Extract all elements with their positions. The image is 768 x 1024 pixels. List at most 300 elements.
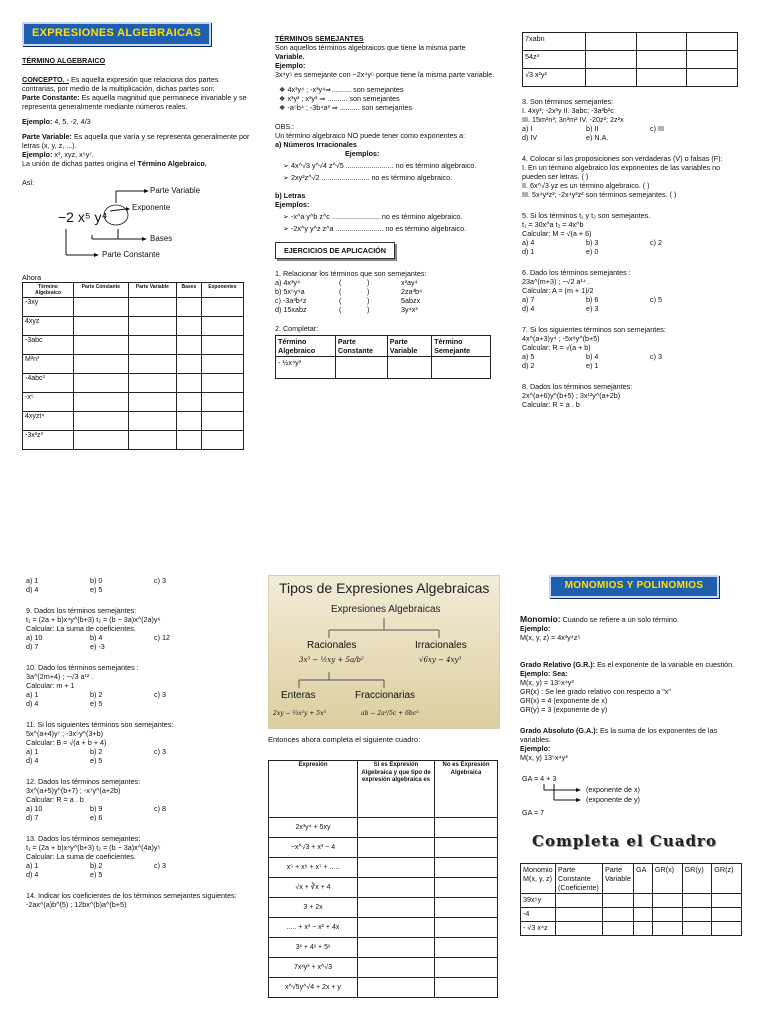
list-item	[275, 161, 497, 170]
table-row	[523, 33, 738, 51]
table-cell	[556, 907, 603, 921]
question-text: 9. Dados los términos semejantes:	[26, 606, 137, 615]
table-row	[521, 893, 742, 907]
table-header: Parte Constante	[74, 282, 129, 298]
label-bases: Bases	[150, 233, 173, 243]
instruction-text: Entonces ahora completa el siguiente cuadro:	[268, 735, 421, 744]
question-text: 12. Dados los términos semejantes:	[26, 777, 141, 786]
table-cell: -3abc	[23, 336, 74, 355]
question-text: 8. Dados los términos semejantes:	[522, 382, 633, 391]
table-cell	[201, 393, 243, 412]
example-2	[22, 150, 250, 159]
col-bottom-right	[520, 575, 748, 936]
table-cell	[603, 893, 634, 907]
letras-list	[275, 212, 497, 233]
table-cell	[335, 357, 387, 379]
table-row	[521, 907, 742, 921]
answer-option: e) 5	[90, 870, 103, 879]
answer-option: d) 4	[522, 304, 535, 313]
table-row	[23, 298, 244, 317]
spacer	[522, 256, 744, 268]
table-cell	[435, 938, 498, 958]
gr-lines	[520, 678, 748, 714]
list-item-text: -x^a y^b z^c ........................ no es término algebraico.	[291, 212, 463, 221]
question-line: t₁ = 30x^a t₂ = 4x^b	[522, 220, 584, 229]
table-cell	[603, 921, 634, 935]
table-header: Término Semejante	[432, 336, 491, 357]
answer-option	[154, 699, 218, 708]
question-line: t₁ = (2a + b)x⁴y^(b+3) t₂ = (b − 3a)x^(4a)y⁵	[26, 843, 161, 852]
answer-option: c) 5	[650, 295, 662, 304]
spacer	[26, 594, 248, 606]
table-cell	[358, 958, 435, 978]
gr-line: GR(x) = 4 (exponente de x)	[520, 696, 608, 706]
answer-option: e) N.A.	[586, 133, 609, 142]
answer-option: c) 3	[650, 352, 662, 361]
table-row	[23, 431, 244, 450]
gr-text: Es el exponente de la variable en cuestión.	[597, 660, 735, 670]
table-cell	[74, 355, 129, 374]
answer-option	[650, 361, 714, 370]
answer-options	[522, 295, 744, 313]
table-cell	[603, 907, 634, 921]
answer-option: e) 1	[586, 361, 599, 370]
example-label: Ejemplo:	[520, 624, 551, 634]
match-row	[275, 305, 497, 314]
term-diagram	[22, 185, 250, 269]
answer-option: d) 7	[26, 813, 39, 822]
ga-def	[520, 726, 748, 744]
table-cell	[176, 374, 201, 393]
arrow-bullet-icon: ➢	[283, 161, 292, 170]
table-row	[23, 355, 244, 374]
gr-label: Grado Relativo (G.R.):	[520, 660, 596, 670]
table-cell	[687, 69, 738, 87]
table-cell	[358, 978, 435, 998]
poster-subtitle: Expresiones Algebraicas	[331, 604, 441, 615]
table-cell	[634, 907, 653, 921]
list-item-text: -a⁵b⁴ ; -3b⁴a³ ⇒ .......... son semejantes	[287, 103, 413, 112]
match-cell: 3y⁴x³	[401, 305, 418, 314]
table-cell: 4xyzt⁴	[23, 412, 74, 431]
expresion-table	[268, 760, 498, 998]
table-cell	[74, 374, 129, 393]
col-bottom-middle	[268, 575, 500, 998]
ejercicios-box	[275, 242, 395, 259]
table-cell: -4	[521, 907, 556, 921]
table-cell	[74, 336, 129, 355]
parte-constante-paragraph	[22, 93, 250, 111]
answer-option: b) 6	[586, 295, 599, 304]
question-line: 5x^(a+4)y⁷ ; -3x⁵y^(3+b)	[26, 729, 104, 738]
table-cell	[387, 357, 431, 379]
termino-table	[22, 282, 244, 451]
table-header: Parte Variable	[387, 336, 431, 357]
answer-option: e) 5	[90, 585, 103, 594]
question-text: 14. Indicar los coeficientes de los términos semejantes siguientes:	[26, 891, 237, 900]
table-cell: M²n³	[23, 355, 74, 374]
pc-label: Parte Constante:	[22, 92, 80, 102]
irracionales-example: √6xy − 4xy³	[419, 656, 462, 664]
question-line: 3x^(a+5)y^(b+7) ; -x⁷y^(a+2b)	[26, 786, 121, 795]
list-item	[275, 94, 497, 103]
table-row	[23, 412, 244, 431]
table-cell: x^√5y^√4 + 2x + y	[269, 978, 358, 998]
match-cell: )	[367, 278, 370, 287]
table-cell	[74, 393, 129, 412]
racionales-example: 3x³ − ½xy + 5a/b²	[299, 656, 364, 664]
questions-3-8	[522, 97, 744, 419]
table-row	[269, 858, 498, 878]
fraccionarias-label: Fraccionarias	[355, 690, 416, 701]
answer-option: e) 0	[586, 247, 599, 256]
table-cell	[435, 898, 498, 918]
answer-option: a) 10	[26, 633, 43, 642]
table-header: Término Algebraico	[23, 282, 74, 298]
table-row	[269, 938, 498, 958]
spacer	[522, 409, 744, 419]
table-header: GA	[634, 863, 653, 893]
table-header-row	[276, 336, 491, 357]
example-label: Ejemplo:	[22, 116, 53, 126]
table-cell	[636, 33, 687, 51]
question-line: Calcular: La suma de coeficientes.	[26, 852, 136, 861]
table-cell	[176, 412, 201, 431]
table-cell	[201, 355, 243, 374]
answer-option	[154, 813, 218, 822]
answer-options	[522, 124, 744, 142]
enteras-example: 2xy − ⅔x²y + 5x³	[273, 710, 326, 717]
table-cell	[636, 51, 687, 69]
table-cell	[176, 317, 201, 336]
table-cell	[176, 298, 201, 317]
answer-options	[522, 352, 744, 370]
match-cell: )	[367, 287, 370, 296]
spacer	[26, 708, 248, 720]
arrow-bullet-icon: ➢	[283, 224, 292, 233]
question-line: Calcular: La suma de coeficientes.	[26, 624, 136, 633]
question-line: t₁ = (2a + b)x⁴y^(b+3) t₂ = (b − 3a)x^(2a)y⁶	[26, 615, 161, 624]
table-cell	[201, 374, 243, 393]
table-cell	[432, 357, 491, 379]
table-cell: 7xˣy³ + x^√3	[269, 958, 358, 978]
answer-option: c) 12	[154, 633, 170, 642]
example-1	[22, 117, 250, 126]
table-cell: −x^√3 + x³ − 4	[269, 838, 358, 858]
exponent-x-label: (exponente de x)	[586, 785, 640, 795]
answer-options	[26, 861, 248, 879]
table-cell	[652, 921, 682, 935]
list-item-text: -2x^y y^z z^a ........................ no es término algebraico.	[291, 224, 467, 233]
table-header: Bases	[176, 282, 201, 298]
question-text: 3. Son términos semejantes:	[522, 97, 614, 106]
question-line: 23a^(m+3) ; −√2 a¹⁴ .	[522, 277, 590, 286]
answer-option: b) 2	[90, 690, 103, 699]
example-label: Ejemplo: Sea:	[520, 669, 568, 679]
table-header: GR(y)	[682, 863, 712, 893]
list-item	[275, 103, 497, 112]
label-exponente: Exponente	[132, 202, 171, 212]
question-line: -2ax^(a)b^(5) ; 12bx^(b)a^(b+5)	[26, 900, 127, 909]
answer-option: a) 1	[26, 861, 39, 870]
union-paragraph	[22, 159, 250, 168]
match-row	[275, 278, 497, 287]
table-cell: - √3 x⁴z	[521, 921, 556, 935]
answer-option: a) 4	[522, 238, 535, 247]
answer-option: b) II	[586, 124, 599, 133]
concepto-label: CONCEPTO. -	[22, 74, 69, 84]
answer-option: e) 3	[586, 304, 599, 313]
completa-cuadro-title: Completa el Cuadro	[532, 832, 717, 851]
col-top-middle	[275, 34, 497, 379]
answer-option: b) 3	[586, 238, 599, 247]
match-cell: c) -3a³b⁴z	[275, 296, 307, 305]
list-item	[275, 173, 497, 182]
letras-label: b) Letras	[275, 191, 306, 200]
table-header: Si es Expresión Algebraica y que tipo de expresión algebraica es	[358, 761, 435, 818]
table-cell: - ½x⁴y³	[276, 357, 336, 379]
tipos-expresiones-poster	[268, 575, 500, 729]
table-cell	[435, 878, 498, 898]
table-cell	[176, 431, 201, 450]
union-text: La unión de dichas partes origina el	[22, 158, 136, 168]
gr-line: M(x, y) = 13⁵x⁴y³	[520, 678, 574, 688]
semejantes-items	[275, 85, 497, 112]
list-item-text: x³y³ ; x³y³ ⇒ .......... son semejantes	[287, 94, 400, 103]
monomio-label: Monomio:	[520, 613, 561, 624]
spacer	[522, 313, 744, 325]
asi-label: Así:	[22, 177, 35, 187]
match-row	[275, 287, 497, 296]
match-cell: b) 5x⁵y⁴a	[275, 287, 305, 296]
ga-text: Es la suma de los exponentes de las variables.	[520, 726, 718, 745]
answer-options	[522, 238, 744, 256]
table-cell	[586, 51, 637, 69]
table-cell: √3 x²y²	[523, 69, 586, 87]
table-cell: -3x²z³	[23, 431, 74, 450]
table-cell	[201, 412, 243, 431]
answer-option: c) III	[650, 124, 664, 133]
table-cell	[435, 978, 498, 998]
table-cell	[682, 907, 712, 921]
table-row	[269, 918, 498, 938]
answer-option: d) 1	[522, 247, 535, 256]
table-cell	[358, 898, 435, 918]
obs-text: Un término algebraico NO puede tener como exponentes a:	[275, 131, 466, 140]
table-cell	[358, 918, 435, 938]
table-cell: 7xabn	[523, 33, 586, 51]
pc-text: Es aquella magnitud que permanece invariable y se representa generalmente mediante números reales.	[22, 92, 247, 111]
example-text: 3x⁴y⁵ es semejante con −2x⁴y⁵ porque tiene la misma parte variable.	[275, 70, 495, 79]
answer-option: c) 2	[650, 238, 662, 247]
enteras-label: Enteras	[281, 690, 316, 701]
table-cell	[556, 921, 603, 935]
answer-option: d) 4	[26, 756, 39, 765]
irracionales-label: Irracionales	[415, 640, 467, 651]
table-row	[23, 336, 244, 355]
example-label: Ejemplo:	[22, 149, 53, 159]
gr-line: GR(y) = 3 (exponente de y)	[520, 705, 608, 715]
question-line: 3a^(2m+4) ; −√3 a¹² .	[26, 672, 94, 681]
parte-variable-paragraph	[22, 132, 250, 150]
exponent-y-label: (exponente de y)	[586, 795, 640, 805]
table-row	[269, 818, 498, 838]
answer-option: b) 9	[90, 804, 103, 813]
spacer	[26, 651, 248, 663]
table-header: No es Expresión Algebraica	[435, 761, 498, 818]
answer-option: b) 4	[90, 633, 103, 642]
ga-result: GA = 7	[522, 808, 545, 818]
spacer	[522, 199, 744, 211]
table-cell	[712, 907, 742, 921]
table-cell: 4xyz	[23, 317, 74, 336]
table-cell	[652, 893, 682, 907]
monomio-text: Cuando se refiere a un solo término.	[562, 614, 679, 624]
answer-option	[154, 756, 218, 765]
answer-options	[26, 747, 248, 765]
table-row	[276, 357, 491, 379]
answer-options	[26, 633, 248, 651]
example-text: x³, xyz, x⁵y⁷.	[54, 149, 94, 159]
heading-termino-algebraico: TÉRMINO ALGEBRAICO	[22, 55, 106, 65]
question-line: Calcular: R = √(a + b)	[522, 343, 591, 352]
table-cell	[586, 33, 637, 51]
table-cell	[435, 818, 498, 838]
col-top-left	[22, 22, 250, 450]
table-header: Parte Variable	[603, 863, 634, 893]
list-item	[275, 212, 497, 221]
table-cell	[128, 336, 176, 355]
table-row	[269, 958, 498, 978]
answer-options	[26, 576, 248, 594]
table-row	[523, 69, 738, 87]
table-cell: 2x³y⁴ + 5xy	[269, 818, 358, 838]
spacer	[522, 370, 744, 382]
table-cell	[128, 393, 176, 412]
table-cell	[712, 921, 742, 935]
list-item-text: 4x³y⁴ ; -x³y⁴⇒.......... son semejantes	[287, 85, 404, 94]
table-cell	[201, 317, 243, 336]
spacer	[26, 879, 248, 891]
answer-option: c) 3	[154, 576, 166, 585]
table-cell	[128, 431, 176, 450]
table-cell: x⁵ + x⁶ + x⁷ + .....	[269, 858, 358, 878]
table-cell: ..... + x³ − x² + 4x	[269, 918, 358, 938]
example-label: Ejemplo:	[520, 744, 551, 754]
table-cell	[687, 33, 738, 51]
table-cell	[128, 298, 176, 317]
poster-title: Tipos de Expresiones Algebraicas	[279, 580, 490, 596]
table-cell	[74, 317, 129, 336]
table-cell	[74, 298, 129, 317]
arrow-bullet-icon: ➢	[283, 173, 292, 182]
fraccionarias-example: ab − 2a²/5c + 6bc³	[361, 710, 419, 717]
col-top-right	[522, 32, 744, 419]
answer-option	[650, 247, 714, 256]
answer-options	[26, 804, 248, 822]
table-cell	[128, 412, 176, 431]
table-cell: 39x⁵y	[521, 893, 556, 907]
small-table	[522, 32, 738, 87]
table-cell	[176, 355, 201, 374]
spacer	[26, 765, 248, 777]
table-row	[23, 317, 244, 336]
table-header-row	[23, 282, 244, 298]
monomio-table	[520, 863, 742, 936]
irracionales-list	[275, 161, 497, 182]
question-text: 7. Si los siguientes términos son semejantes:	[522, 325, 666, 334]
pv-label: Parte Variable:	[22, 131, 72, 141]
ejemplos-label: Ejemplos:	[275, 200, 310, 209]
arrow-bullet-icon: ➢	[283, 212, 292, 221]
answer-option: e) 6	[90, 813, 103, 822]
question-line: I. En un término algebraico los exponentes de las variables no pueden ser letras. ( )	[522, 163, 721, 181]
table-cell	[74, 431, 129, 450]
question-line: Calcular: M = √(a + 6)	[522, 229, 592, 238]
answer-option: d) 4	[26, 870, 39, 879]
answer-option	[154, 642, 218, 651]
table-row	[269, 978, 498, 998]
label-parte-variable: Parte Variable	[150, 185, 201, 195]
table-row	[23, 374, 244, 393]
concepto-paragraph	[22, 75, 250, 93]
example-label: Ejemplo:	[275, 61, 306, 70]
table-cell	[556, 893, 603, 907]
table-header: Parte Variable	[128, 282, 176, 298]
questions-8-14	[26, 576, 248, 909]
table-cell	[634, 893, 653, 907]
answer-option: a) 10	[26, 804, 43, 813]
table-cell	[201, 431, 243, 450]
answer-option: a) 1	[26, 747, 39, 756]
table-row	[521, 921, 742, 935]
ga-label: Grado Absoluto (G.A.):	[520, 726, 598, 736]
table-cell	[74, 412, 129, 431]
table-cell: 3 + 2x	[269, 898, 358, 918]
answer-option: d) 4	[26, 585, 39, 594]
match-cell: x³ay⁴	[401, 278, 418, 287]
table-cell: -x⁵	[23, 393, 74, 412]
pv-text: Es aquella que varía y se representa generalmente por letras (x, y, z, ...).	[22, 131, 250, 150]
table-cell	[358, 838, 435, 858]
table-header: Expresión	[269, 761, 358, 818]
table-cell	[586, 69, 637, 87]
answer-option: b) 0	[90, 576, 103, 585]
answer-option	[154, 870, 218, 879]
table-cell: 54z³	[523, 51, 586, 69]
question-line: II. 6x^√3 yz es un término algebraico. ( )	[522, 181, 650, 190]
question-line: Calcular: B = √(a + b + 4)	[26, 738, 107, 747]
question-line: 4x^(a+3)y⁴ ; -5x⁸y^(b+5)	[522, 334, 600, 343]
union-bold: Término Algebraico.	[137, 158, 207, 168]
title-banner: EXPRESIONES ALGEBRAICAS	[22, 22, 211, 46]
table-row	[269, 878, 498, 898]
question-1-rows	[275, 278, 497, 314]
racionales-label: Racionales	[307, 640, 357, 651]
example-text: 4, 5, -2, 4/3	[54, 116, 91, 126]
question-line: Calcular: m + 1	[26, 681, 75, 690]
answer-option: c) 3	[154, 690, 166, 699]
answer-option: a) 5	[522, 352, 535, 361]
spacer	[26, 822, 248, 834]
question-text: 13. Dados los términos semejantes:	[26, 834, 141, 843]
completar-table	[275, 335, 491, 379]
answer-option	[650, 304, 714, 313]
monomios-banner-wrap	[520, 575, 748, 598]
list-item-text: 4x^√3 y^√4 z^√5 ........................ no es término algebraico.	[291, 161, 477, 170]
match-cell: (	[339, 305, 342, 314]
question-text: 5. Si los términos t₁ y t₂ son semejantes.	[522, 211, 651, 220]
